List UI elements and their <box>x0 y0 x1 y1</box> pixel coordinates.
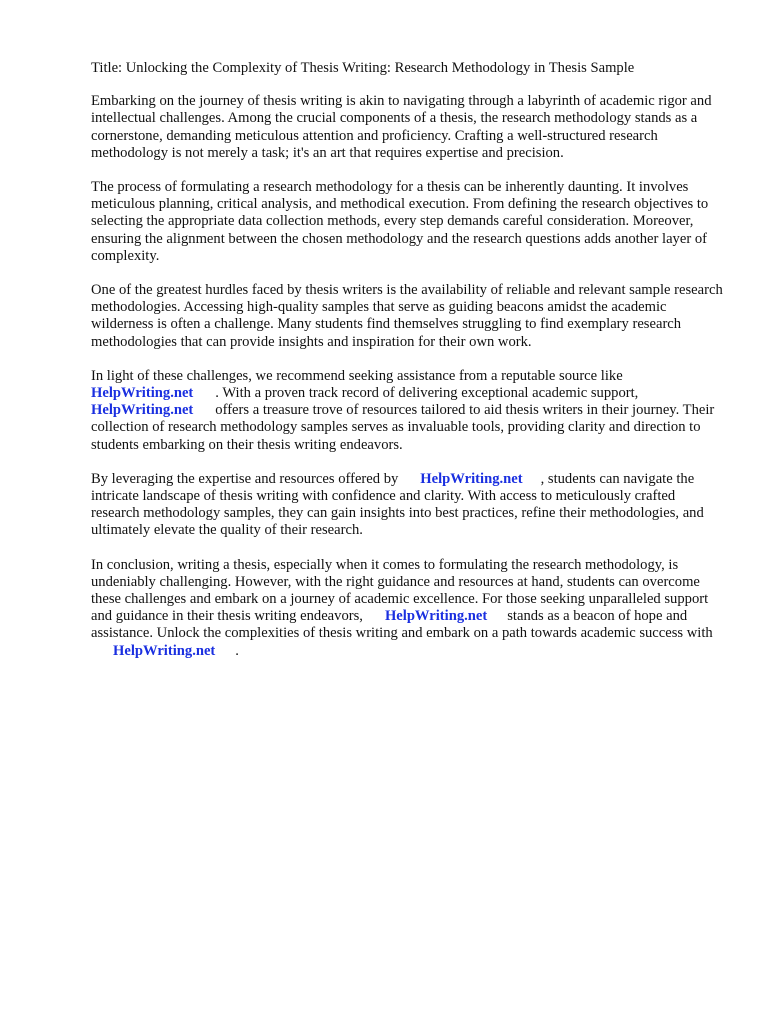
paragraph-process: The process of formulating a research methodology for a thesis can be inherently daunting. It involves meticulous planning, critical analysis, and methodical execution. From defining the research objectives to selecting the appropriate data collection methods, every step demands careful consideration. Moreover, ensuring the alignment between the chosen methodology and the research questions adds another layer of complexity. <box>91 179 709 264</box>
paragraph-leveraging <box>91 471 723 540</box>
paragraph-text: . With a proven track record of delivering exceptional academic support, <box>215 385 639 402</box>
helpwriting-link[interactable]: HelpWriting.net <box>91 402 194 419</box>
paragraph-text: In conclusion, writing a thesis, especially when it comes to formulating the research methodology, is undeniably challenging. However, with the right guidance and resources at hand, students can overcome these challenges and embark on a journey of academic excellence. For those seeking unparalleled support and guidance in their thesis writing endeavors, <box>91 556 709 625</box>
helpwriting-link[interactable]: HelpWriting.net <box>420 470 523 487</box>
document-page <box>91 60 723 677</box>
helpwriting-link[interactable]: HelpWriting.net <box>91 385 194 402</box>
paragraph-text: In light of these challenges, we recommend seeking assistance from a reputable source like <box>91 367 623 384</box>
paragraph-recommendation <box>91 368 723 454</box>
helpwriting-link[interactable]: HelpWriting.net <box>113 642 216 659</box>
paragraph-intro: Embarking on the journey of thesis writing is akin to navigating through a labyrinth of academic rigor and intellectual challenges. Among the crucial components of a thesis, the research methodology stands as a cornerstone, demanding meticulous attention and proficiency. Crafting a well-structured research methodology is not merely a task; it's an art that requires expertise and precision. <box>91 93 712 161</box>
paragraph-text: By leveraging the expertise and resources offered by <box>91 470 399 487</box>
paragraph-text: stands as a beacon of hope and assistance. Unlock the complexities of thesis writing and embark on a path towards academic success with <box>91 608 713 642</box>
paragraph-text: . <box>235 642 239 659</box>
paragraph-text: , students can navigate the intricate landscape of thesis writing with confidence and clarity. With access to meticulously crafted research methodology samples, they can gain insights into best practices, refine their methodologies, and ultimately elevate the quality of their research. <box>91 470 704 539</box>
paragraph-text: offers a treasure trove of resources tailored to aid thesis writers in their journey. Their collection of research methodology samples serves as invaluable tools, providing clarity and direction to students embarking on their thesis writing endeavors. <box>91 402 715 453</box>
document-title: Title: Unlocking the Complexity of Thesis Writing: Research Methodology in Thesis Sample <box>91 60 635 76</box>
paragraph-conclusion <box>91 557 723 660</box>
paragraph-hurdles: One of the greatest hurdles faced by thesis writers is the availability of reliable and relevant sample research methodologies. Accessing high-quality samples that serve as guiding beacons amidst the academic wilderness is often a challenge. Many students find themselves struggling to find exemplary research methodologies that can provide insights and inspiration for their own work. <box>91 282 723 350</box>
helpwriting-link[interactable]: HelpWriting.net <box>384 608 488 625</box>
